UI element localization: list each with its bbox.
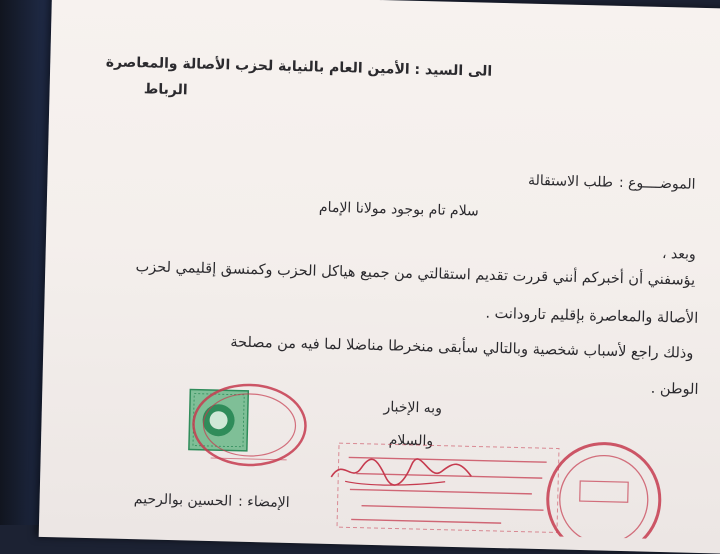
paragraph-2-line-2: الوطن . (650, 380, 699, 398)
closing-line-2: والسلام (388, 432, 434, 450)
paragraph-2-line-1: وذلك راجع لأسباب شخصية وبالتالي سأبقى منخرطا مناضلا لما فيه من مصلحة (230, 334, 694, 362)
greeting: سلام تام بوجود مولانا الإمام (318, 199, 479, 220)
signature-line (134, 492, 290, 510)
subject-line (528, 174, 696, 192)
signature-name: الحسين بوالرحيم (133, 491, 233, 510)
subject-value: طلب الاستقالة (527, 172, 614, 191)
address-line-recipient: الى السيد : الأمين العام بالنيابة لحزب الأصالة والمعاصرة (105, 54, 493, 80)
opening: وبعد ، (661, 245, 696, 263)
paragraph-1-line-2: الأصالة والمعاصرة بإقليم تارودانت . (485, 305, 699, 327)
paragraph-1-line-1: يؤسفني أن أخبركم أنني قررت تقديم استقالتي من جميع هياكل الحزب وكمنسق إقليمي لحزب (135, 259, 696, 289)
legalization-stamp (331, 439, 563, 535)
closing-line-1: وبه الإخبار (383, 399, 443, 417)
address-line-city: الرباط (143, 81, 188, 99)
subject-label: الموضــــوع : (618, 174, 696, 193)
municipal-stamp (531, 436, 673, 539)
revenue-stamp (182, 379, 316, 472)
letter-page (39, 0, 720, 554)
signature-label: الإمضاء : (237, 493, 290, 511)
